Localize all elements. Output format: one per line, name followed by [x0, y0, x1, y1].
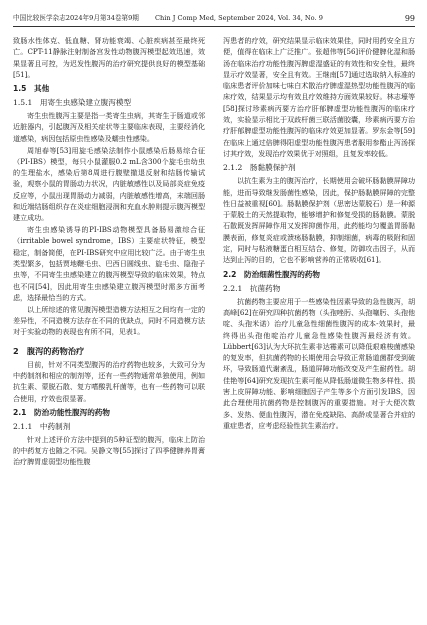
paragraph: 抗菌药物主要应用于一些感染性因素导致的急性腹泻，胡高峰[62]在研究四种抗菌药物（头孢唑肟、头孢噻肟、头孢他啶、头孢米诺）治疗儿童急性细菌性腹泻的成本-效果时，最终得出头孢他啶治疗儿童急性感染性腹泻最经济有效。Lübbert[63]认为大环抗生素非达霉素可以降低艰难梭菌感染的复发率，但抗菌药物的长期使用会导致正常肠道菌群受到破坏，导致肠道代谢紊乱，肠道屏障功能改变及产生耐药性。胡佳艳等[64]研究发现抗生素可能从降低肠道微生物多样性、损害上皮屏障功能、影响细胞因子产生等多个方面引发IBS，因此合理使用抗菌药物是控制腹泻的重要措施。对于大便次数多、发热、便血性腹泻，潜在免疫缺陷、高龄或显著合并症的重症患者，应考虑经验性抗生素治疗。	[223, 296, 415, 430]
paragraph: 目前，针对不同类型腹泻的治疗药物也较多，大致可分为中药制剂和相应的制剂等，还有一些药物通常单独使用，例如抗生素、蒙脱石散、复方嗜酸乳杆菌等，也有一些药物可以联合使用，疗效也很显著。	[13, 359, 205, 403]
paragraph: 泻患者的疗效，研究结果显示临床效果佳，同时用药安全且方便，值得在临床上广泛推广。张超伟等[56]评价健脾化湿和肠汤在临床治疗功能性腹泻脾虚湿盛证的有效性和安全性，最终显示疗效显著，安全且有效。王继南[57]通过选取纳入标准的临床患者评价加味七味白术散治疗脾虚湿热型功能性腹泻的临床疗效，结果显示均有效且疗效维持方面效果较好。林志壕等[58]探讨珍素病丙要方治疗肝郁脾虚型功能性腹泻的临床疗效，实验显示相比于双歧杆菌三联活菌胶囊，珍素病丙要方治疗肝郁脾虚型功能性腹泻的临床疗效更加显著。罗东金等[59]在临床上通过倍脾得阳虚型功能性腹泻患者服用参酯止泻汤探讨其疗效，发现治疗效果优于对照组，且复发率较低。	[223, 36, 415, 158]
paragraph: 周旭春等[53]用旋毛感染法制作小鼠感染后肠易综合征（PI-IBS）模型，每只小鼠灌服0.2 mL含300个旋毛虫幼虫的生理盐水，感染后第8周进行腹壁撤退反射和结肠传输试验，观察小鼠的胃肠动力状况，内脏敏感性以及局部炎症免疫反应等，小鼠出现胃肠动力减弱，内脏敏感性增高，末端回肠和近端结肠组织存在炎症细胞浸润和充血水肿则提示腹泻模型建立成功。	[13, 145, 205, 223]
subsection-heading: 1.5.1 用寄生虫感染建立腹泻模型	[13, 98, 132, 108]
subsection-heading: 2.2.1 抗菌药物	[223, 283, 281, 293]
paragraph: 寄生虫性腹泻主要是指一类寄生虫病，其寄生于肠道或邻近脏器内，引起腹泻及相关症状等主要临床表现，主要经消化道感染，病因包括原虫性感染及蠕虫性感染。	[13, 111, 205, 143]
section-heading: 1.5 其他	[13, 84, 50, 94]
running-header	[13, 13, 415, 24]
left-column	[13, 35, 205, 615]
right-column	[223, 35, 415, 615]
page-number: 99	[404, 14, 415, 23]
paragraph: 以抗生素为主的腹泻治疗，长期使用会破坏肠黏膜屏障功能，进而导致继发肠菌性感染，因此，保护肠黏膜屏障的完整性日益被重视[60]。肠黏膜保护剂（思密达蒙脱石）是一种源于蒙脱土的天然提取物，能够增护和修复受损的肠黏膜。蒙脱石散既发挥屏障作用又发挥抑菌作用，此药能均匀覆盖胃肠黏膜表面，修复炎症或溃疡肠黏膜，抑制细菌，病毒的吸附和固定，同时与粘液糖蛋白相互结合、修复，防御攻击因子，从而达到止泻的目的，它也不影响营养的正常吸收[61]。	[223, 176, 415, 265]
journal-name-cn: 中国比较医学杂志2024年9月第34卷第9期	[13, 14, 139, 22]
journal-name-en: Chin J Comp Med, September 2024, Vol. 34, No. 9	[154, 14, 323, 22]
section-heading: 2.1 防治功能性腹泻的药物	[13, 407, 110, 417]
header-rule	[13, 26, 415, 27]
subsection-heading: 2.1.2 肠黏膜保护剂	[223, 163, 296, 173]
subsection-heading: 2.1.1 中药制剂	[13, 421, 71, 431]
paragraph: 致肠水性体克、低血糖、肾功能衰竭、心脏疾病甚至最终死亡。CPT-11静脉注射制备宫发性动物腹泻模型起效迅速，效果显著且可控，为迟发性腹泻的治疗研究提供良好的模型基础[51]。	[13, 36, 205, 79]
paragraph: 以上所综述的常见腹泻模型造模方法相互之间均有一定的差异性，不同造模方法存在不同的优缺点，同时不同造模方法对于实验动物的表现也有所不同，见表1。	[13, 304, 205, 337]
section-heading: 2.2 防治细菌性腹泻的药物	[223, 269, 320, 279]
paragraph: 寄生虫感染诱导的PI-IBS动物模型具备肠易激综合征（irritable bowel syndrome，IBS）主要症状特征，模型稳定，制备简便，在PI-IBS研究中应用比较广泛。由于寄生虫类型繁多，包括贾地鞭毛虫、巴西日圆线虫、旋毛虫、隐孢子虫等，不同寄生虫感染建立的腹泻模型导致的临床效果，特点也不同[54]，因此用寄生虫感染建立腹泻模型时需多方面考虑，选择最恰当的方式。	[13, 225, 205, 302]
section-heading: 2 腹泻的药物治疗	[13, 345, 85, 356]
paragraph: 针对上述评价方法中提到的5种证型的腹泻，临床上防治的中药复方也随之不同。吴静文等[55]探讨了四季健脾养胃膏治疗脾胃虚弱型功能性腹	[13, 434, 205, 467]
